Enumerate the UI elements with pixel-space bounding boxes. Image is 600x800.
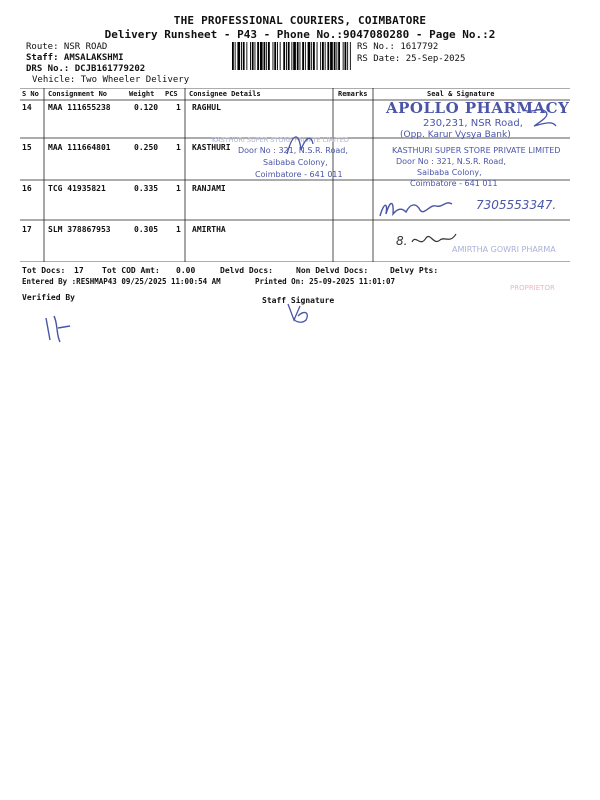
apollo-signature xyxy=(520,104,560,134)
row-consignment: TCG 41935821 xyxy=(48,184,106,193)
delvd-docs-label: Delvd Docs: xyxy=(220,266,273,275)
amirtha-pharma-stamp: AMIRTHA GOWRI PHARMA xyxy=(452,245,556,254)
tot-docs-value: 17 xyxy=(74,266,84,275)
faint-red-stamp: PROPRIETOR xyxy=(510,284,555,292)
verified-signature xyxy=(40,310,80,346)
staff-text: Staff: AMSALAKSHMI xyxy=(26,53,124,63)
verified-by-label: Verified By xyxy=(22,293,75,302)
kasthuri-stamp-line: Saibaba Colony, xyxy=(263,158,328,167)
kasthuri-stamp-right-line: Door No : 321, N.S.R. Road, xyxy=(396,157,506,166)
kasthuri-stamp-right-line: Coimbatore - 641 011 xyxy=(410,179,498,188)
row-consignee: AMIRTHA xyxy=(192,225,226,234)
row-consignment: MAA 111655238 xyxy=(48,103,111,112)
rs-date: RS Date: 25-Sep-2025 xyxy=(357,54,466,64)
row-pcs: 1 xyxy=(176,103,181,112)
col-remarks: Remarks xyxy=(338,90,368,98)
row-sno: 17 xyxy=(22,225,32,234)
row-consignee: RAGHUL xyxy=(192,103,221,112)
apollo-stamp-address: (Opp. Karur Vysya Bank) xyxy=(400,130,511,140)
kasthuri-stamp-line: Coimbatore - 641 011 xyxy=(255,170,343,179)
kasthuri-stamp-line: Door No : 321, N.S.R. Road, xyxy=(238,146,348,155)
page-subtitle: Delivery Runsheet - P43 - Phone No.:9047080280 - Page No.:2 xyxy=(104,28,496,41)
route-text: Route: NSR ROAD xyxy=(26,42,108,52)
rs-number: RS No.: 1617792 xyxy=(357,42,439,52)
col-pcs: PCS xyxy=(165,90,178,98)
signature-ranjami xyxy=(376,194,476,224)
col-sno: S No xyxy=(22,90,39,98)
row-consignee: KASTHURI xyxy=(192,143,231,152)
row-weight: 0.335 xyxy=(134,184,159,193)
apollo-stamp-name: APOLLO PHARMACY xyxy=(386,99,570,117)
kasthuri-stamp-right-line: Saibaba Colony, xyxy=(417,168,482,177)
col-consignment: Consignment No xyxy=(48,90,108,98)
col-seal-signature: Seal & Signature xyxy=(427,90,495,98)
row-pcs: 1 xyxy=(176,143,181,152)
delvy-pts-label: Delvy Pts: xyxy=(390,266,439,275)
tot-docs-label: Tot Docs: xyxy=(22,266,66,275)
kasthuri-stamp-line: KASTHURI SUPER STORE PRIVATE LIMITED xyxy=(212,136,349,144)
signature-amirtha: 8. xyxy=(396,234,408,248)
kasthuri-stamp-right-line: KASTHURI SUPER STORE PRIVATE LIMITED xyxy=(392,146,561,155)
row-weight: 0.250 xyxy=(134,143,159,152)
tot-cod-label: Tot COD Amt: xyxy=(102,266,160,275)
row-consignment: SLM 378867953 xyxy=(48,225,111,234)
row-consignment: MAA 111664801 xyxy=(48,143,111,152)
row-consignee: RANJAMI xyxy=(192,184,226,193)
col-weight: Weight xyxy=(129,90,155,98)
apollo-stamp-address: 230,231, NSR Road, xyxy=(423,118,523,129)
handwritten-phone: 7305553347. xyxy=(476,198,557,212)
drs-number: DRS No.: DCJB161779202 xyxy=(26,64,146,74)
row-pcs: 1 xyxy=(176,184,181,193)
row-pcs: 1 xyxy=(176,225,181,234)
non-delvd-docs-label: Non Delvd Docs: xyxy=(296,266,369,275)
staff-signature-label: Staff Signature xyxy=(262,296,335,305)
staff-signature-mark xyxy=(280,300,320,326)
row-sno: 15 xyxy=(22,143,32,152)
col-consignee: Consignee Details xyxy=(189,90,261,98)
page-title: THE PROFESSIONAL COURIERS, COIMBATORE xyxy=(173,14,427,27)
row-sno: 14 xyxy=(22,103,32,112)
stamp-signature-scribble xyxy=(283,128,317,158)
printed-on: Printed On: 25-09-2025 11:01:07 xyxy=(255,277,395,286)
vehicle-text: Vehicle: Two Wheeler Delivery xyxy=(32,75,190,85)
row-weight: 0.305 xyxy=(134,225,159,234)
row-sno: 16 xyxy=(22,184,32,193)
row-weight: 0.120 xyxy=(134,103,159,112)
barcode-image xyxy=(231,42,353,70)
entered-by: Entered By :RESHMAP43 09/25/2025 11:00:54 AM xyxy=(22,277,221,286)
tot-cod-value: 0.00 xyxy=(176,266,196,275)
